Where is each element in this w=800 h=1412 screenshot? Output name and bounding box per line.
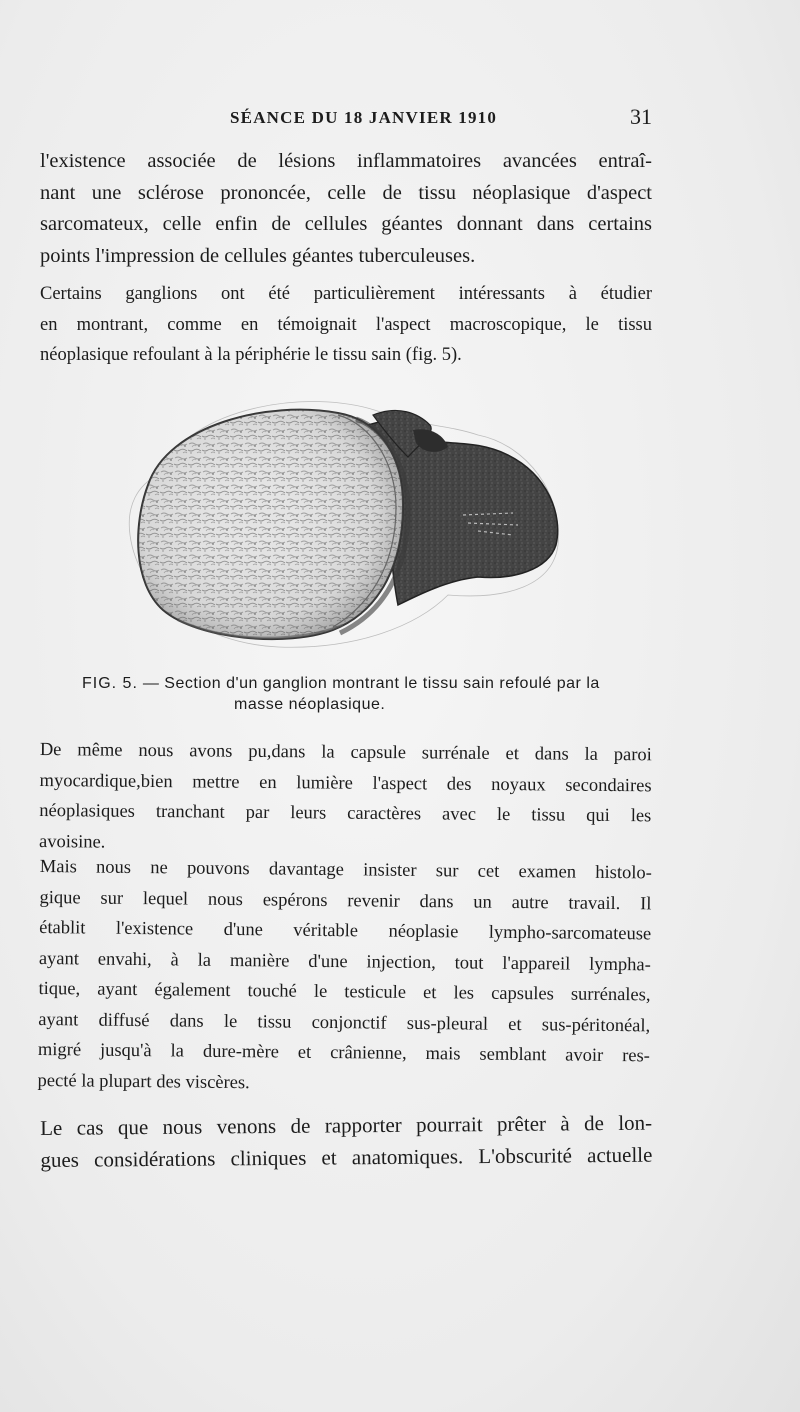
text-line: migré jusqu'à la dure-mère et crânienne, mais semblant avoir res- xyxy=(37,1039,650,1067)
ganglion-section-illustration xyxy=(118,385,568,655)
text-line: ayant envahi, à la manière d'une injection, tout l'appareil lympha- xyxy=(38,948,651,975)
page-header xyxy=(40,104,652,136)
figure-label: FIG. 5. xyxy=(82,675,138,692)
caption-line: masse néoplasique. xyxy=(234,696,386,713)
text-line: pecté la plupart des viscères. xyxy=(37,1070,250,1093)
text-line: gues considérations cliniques et anatomiques. L'obscurité actuelle xyxy=(40,1142,653,1172)
text-line: en montrant, comme en témoignait l'aspect macroscopique, le tissu xyxy=(40,314,652,335)
paragraph-1 xyxy=(40,146,652,272)
text-line: sarcomateux, celle enfin de cellules géantes donnant dans certains xyxy=(40,213,652,235)
caption-line xyxy=(82,673,642,694)
text-line: points l'impression de cellules géantes tuberculeuses. xyxy=(40,244,476,267)
text-line: myocardique,bien mettre en lumière l'aspect des noyaux secondaires xyxy=(39,770,652,796)
page-number: 31 xyxy=(630,104,652,129)
text-line: De même nous avons pu,dans la capsule surrénale et dans la paroi xyxy=(39,739,652,766)
text-line: Mais nous ne pouvons davantage insister sur cet examen histolo- xyxy=(39,856,652,884)
text-line: néoplasique refoulant à la périphérie le tissu sain (fig. 5). xyxy=(40,345,462,365)
paragraph-3 xyxy=(39,735,652,862)
text-line: Le cas que nous venons de rapporter pourrait prêter à de lon- xyxy=(40,1110,653,1140)
figure-caption xyxy=(82,673,642,715)
paragraph-4 xyxy=(37,852,652,1102)
paragraph-2 xyxy=(40,279,652,371)
text-line: nant une sclérose prononcée, celle de tissu néoplasique d'aspect xyxy=(40,181,652,204)
paragraph-5 xyxy=(40,1107,653,1176)
text-line: néoplasiques tranchant par leurs caractères avec le tissu qui les xyxy=(39,800,652,827)
text-line: tique, ayant également touché le testicule et les capsules surrénales, xyxy=(38,978,651,1006)
text-line: l'existence associée de lésions inflammatoires avancées entraî- xyxy=(40,150,652,172)
caption-text: — Section d'un ganglion montrant le tissu sain refoulé par la xyxy=(142,675,600,692)
text-line: établit l'existence d'une véritable néoplasie lympho-sarcomateuse xyxy=(39,917,652,945)
running-head: SÉANCE DU 18 JANVIER 1910 xyxy=(230,108,498,127)
text-line: avoisine. xyxy=(38,831,106,853)
text-line: ayant diffusé dans le tissu conjonctif sus-pleural et sus-péritonéal, xyxy=(38,1009,651,1036)
text-line: gique sur lequel nous espérons revenir dans un autre travail. Il xyxy=(39,887,652,914)
text-line: Certains ganglions ont été particulièrement intéressants à étudier xyxy=(40,284,652,304)
